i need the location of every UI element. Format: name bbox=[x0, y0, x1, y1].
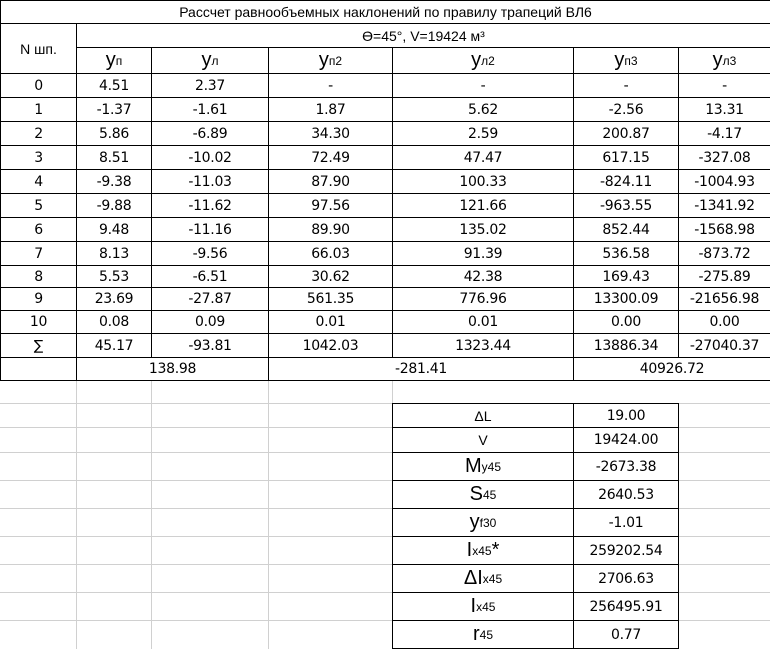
result-value: 0.77 bbox=[573, 620, 679, 649]
table-cell: -10.02 bbox=[151, 145, 269, 170]
row-label: 8 bbox=[0, 265, 77, 288]
gridline bbox=[678, 592, 770, 593]
column-header-5-subscript: п bbox=[624, 53, 631, 68]
table-title: Рассчет равнообъемных наклонений по правилу трапеций ВЛ6 bbox=[0, 0, 770, 24]
table-cell: 23.69 bbox=[76, 287, 152, 311]
row-label: 4 bbox=[0, 169, 77, 194]
table-cell: -11.03 bbox=[151, 169, 269, 194]
table-cell: -1341.92 bbox=[678, 193, 770, 218]
result-value: 259202.54 bbox=[573, 536, 679, 565]
result-label bbox=[392, 452, 574, 481]
table-cell: 5.86 bbox=[76, 121, 152, 146]
result-label-subscript: x45 bbox=[472, 543, 492, 558]
result-label-symbol: r bbox=[472, 623, 480, 645]
table-cell: 0.01 bbox=[268, 310, 393, 334]
table-cell: 852.44 bbox=[573, 217, 679, 242]
table-cell: 72.49 bbox=[268, 145, 393, 170]
row-label: 1 bbox=[0, 97, 77, 122]
column-header-3-subscript: п bbox=[328, 53, 336, 68]
table-cell: 97.56 bbox=[268, 193, 393, 218]
result-label bbox=[392, 564, 574, 593]
gridline bbox=[678, 536, 770, 537]
table-cell: 561.35 bbox=[268, 287, 393, 311]
result-label-symbol: V bbox=[478, 432, 488, 448]
column-header-4-subscript: л bbox=[481, 53, 489, 68]
table-cell: -27040.37 bbox=[678, 333, 770, 358]
result-label-subscript: x45 bbox=[482, 571, 503, 586]
merged-sum-cell: 138.98 bbox=[76, 357, 269, 381]
table-cell: 100.33 bbox=[392, 169, 574, 194]
table-cell: 30.62 bbox=[268, 265, 393, 288]
result-value: 256495.91 bbox=[573, 592, 679, 621]
table-cell: 536.58 bbox=[573, 241, 679, 266]
row-label: 6 bbox=[0, 217, 77, 242]
row-label: 10 bbox=[0, 310, 77, 334]
result-label bbox=[392, 536, 574, 565]
result-label bbox=[392, 592, 574, 621]
table-cell: -824.11 bbox=[573, 169, 679, 194]
table-cell: 0.01 bbox=[392, 310, 574, 334]
column-header-5-superscript: 3 bbox=[630, 53, 638, 68]
gridline bbox=[0, 508, 392, 509]
column-header-2-symbol: y bbox=[201, 49, 212, 71]
table-cell: -9.56 bbox=[151, 241, 269, 266]
table-cell: 0.00 bbox=[678, 310, 770, 334]
table-cell: -21656.98 bbox=[678, 287, 770, 311]
result-label-subscript: x45 bbox=[476, 599, 496, 614]
table-cell: 5.53 bbox=[76, 265, 152, 288]
table-cell: -9.88 bbox=[76, 193, 152, 218]
result-label-subscript: y45 bbox=[481, 459, 502, 474]
row-label-empty bbox=[0, 357, 77, 381]
table-cell: 135.02 bbox=[392, 217, 574, 242]
row-label: 9 bbox=[0, 287, 77, 311]
result-label bbox=[392, 403, 574, 428]
column-header-4 bbox=[392, 47, 574, 74]
gridline bbox=[0, 452, 392, 453]
result-value: 2640.53 bbox=[573, 480, 679, 509]
gridline bbox=[0, 536, 392, 537]
merged-sum-cell: -281.41 bbox=[268, 357, 574, 381]
table-cell: -1.61 bbox=[151, 97, 269, 122]
result-label bbox=[392, 508, 574, 537]
row-label: ∑ bbox=[0, 333, 77, 358]
column-header-6-symbol: y bbox=[712, 49, 723, 71]
result-label bbox=[392, 480, 574, 509]
gridline bbox=[678, 480, 770, 481]
column-header-2 bbox=[151, 47, 269, 74]
gridline bbox=[0, 403, 392, 404]
result-label bbox=[392, 620, 574, 649]
gridline bbox=[678, 452, 770, 453]
table-cell: 617.15 bbox=[573, 145, 679, 170]
table-cell: -4.17 bbox=[678, 121, 770, 146]
result-label-subscript: 45 bbox=[482, 487, 497, 502]
row-label: 0 bbox=[0, 73, 77, 98]
result-label-symbol: ΔI bbox=[463, 567, 483, 589]
result-value: 2706.63 bbox=[573, 564, 679, 593]
table-cell: 13886.34 bbox=[573, 333, 679, 358]
table-cell: 8.13 bbox=[76, 241, 152, 266]
result-value: 19424.00 bbox=[573, 427, 679, 453]
table-cell: 9.48 bbox=[76, 217, 152, 242]
gridline bbox=[678, 403, 770, 404]
gridline bbox=[151, 380, 152, 649]
row-label: 5 bbox=[0, 193, 77, 218]
gridline bbox=[678, 427, 770, 428]
gridline bbox=[0, 592, 392, 593]
table-cell: 89.90 bbox=[268, 217, 393, 242]
table-cell: 87.90 bbox=[268, 169, 393, 194]
table-cell: -2.56 bbox=[573, 97, 679, 122]
column-header-4-symbol: y bbox=[471, 49, 482, 71]
column-header-1-subscript: п bbox=[115, 53, 123, 68]
table-cell: 91.39 bbox=[392, 241, 574, 266]
row-label: 7 bbox=[0, 241, 77, 266]
column-header-3-symbol: y bbox=[318, 49, 329, 71]
table-cell: - bbox=[573, 73, 679, 98]
table-cell: 45.17 bbox=[76, 333, 152, 358]
result-label-subscript: f30 bbox=[479, 515, 497, 530]
column-header-4-superscript: 2 bbox=[488, 53, 495, 68]
result-label-suffix: * bbox=[491, 539, 500, 561]
table-cell: 4.51 bbox=[76, 73, 152, 98]
table-cell: -275.89 bbox=[678, 265, 770, 288]
column-header-3 bbox=[268, 47, 393, 74]
table-cell: 5.62 bbox=[392, 97, 574, 122]
column-header-6-subscript: л bbox=[722, 53, 730, 68]
result-value: 19.00 bbox=[573, 403, 679, 428]
gridline bbox=[678, 508, 770, 509]
column-header-2-subscript: л bbox=[211, 53, 219, 68]
table-subtitle: ϴ=45°, V=19424 м³ bbox=[76, 23, 770, 48]
table-cell: -6.89 bbox=[151, 121, 269, 146]
table-cell: 0.08 bbox=[76, 310, 152, 334]
table-cell: -27.87 bbox=[151, 287, 269, 311]
table-cell: -11.16 bbox=[151, 217, 269, 242]
table-cell: 34.30 bbox=[268, 121, 393, 146]
table-cell: 13.31 bbox=[678, 97, 770, 122]
table-cell: - bbox=[678, 73, 770, 98]
table-cell: 2.37 bbox=[151, 73, 269, 98]
column-header-1 bbox=[76, 47, 152, 74]
table-cell: 1.87 bbox=[268, 97, 393, 122]
column-header-n: N шп. bbox=[0, 23, 77, 74]
column-header-6-superscript: 3 bbox=[729, 53, 737, 68]
column-header-5 bbox=[573, 47, 679, 74]
row-label: 3 bbox=[0, 145, 77, 170]
table-cell: -1.37 bbox=[76, 97, 152, 122]
table-cell: -873.72 bbox=[678, 241, 770, 266]
table-cell: -6.51 bbox=[151, 265, 269, 288]
table-cell: -327.08 bbox=[678, 145, 770, 170]
gridline bbox=[678, 564, 770, 565]
table-cell: -9.38 bbox=[76, 169, 152, 194]
result-value: -2673.38 bbox=[573, 452, 679, 481]
table-cell: 8.51 bbox=[76, 145, 152, 170]
result-label-symbol: y bbox=[469, 511, 480, 533]
table-cell: - bbox=[392, 73, 574, 98]
table-cell: 2.59 bbox=[392, 121, 574, 146]
table-cell: 776.96 bbox=[392, 287, 574, 311]
table-cell: 121.66 bbox=[392, 193, 574, 218]
gridline bbox=[0, 480, 392, 481]
result-label-symbol: I bbox=[470, 595, 477, 617]
result-label-subscript: 45 bbox=[479, 627, 494, 642]
table-cell: 1042.03 bbox=[268, 333, 393, 358]
table-cell: -963.55 bbox=[573, 193, 679, 218]
column-header-1-symbol: y bbox=[105, 49, 116, 71]
result-label-symbol: M bbox=[464, 455, 482, 477]
table-cell: 42.38 bbox=[392, 265, 574, 288]
table-cell: -1004.93 bbox=[678, 169, 770, 194]
table-cell: 0.09 bbox=[151, 310, 269, 334]
result-label-symbol: ΔL bbox=[474, 407, 492, 424]
column-header-5-symbol: y bbox=[614, 49, 625, 71]
gridline bbox=[76, 380, 77, 649]
gridline bbox=[268, 380, 269, 649]
table-cell: 169.43 bbox=[573, 265, 679, 288]
table-cell: -11.62 bbox=[151, 193, 269, 218]
gridline bbox=[0, 564, 392, 565]
result-label-symbol: I bbox=[466, 539, 473, 561]
table-cell: -93.81 bbox=[151, 333, 269, 358]
column-header-6 bbox=[678, 47, 770, 74]
table-cell: - bbox=[268, 73, 393, 98]
gridline bbox=[0, 427, 392, 428]
gridline bbox=[678, 620, 770, 621]
result-value: -1.01 bbox=[573, 508, 679, 537]
result-label-symbol: S bbox=[469, 483, 483, 505]
merged-sum-cell: 40926.72 bbox=[573, 357, 770, 381]
table-cell: -1568.98 bbox=[678, 217, 770, 242]
table-cell: 1323.44 bbox=[392, 333, 574, 358]
gridline bbox=[0, 620, 392, 621]
table-cell: 66.03 bbox=[268, 241, 393, 266]
row-label: 2 bbox=[0, 121, 77, 146]
table-cell: 13300.09 bbox=[573, 287, 679, 311]
table-cell: 0.00 bbox=[573, 310, 679, 334]
table-cell: 47.47 bbox=[392, 145, 574, 170]
result-label bbox=[392, 427, 574, 453]
column-header-3-superscript: 2 bbox=[335, 53, 343, 68]
table-cell: 200.87 bbox=[573, 121, 679, 146]
